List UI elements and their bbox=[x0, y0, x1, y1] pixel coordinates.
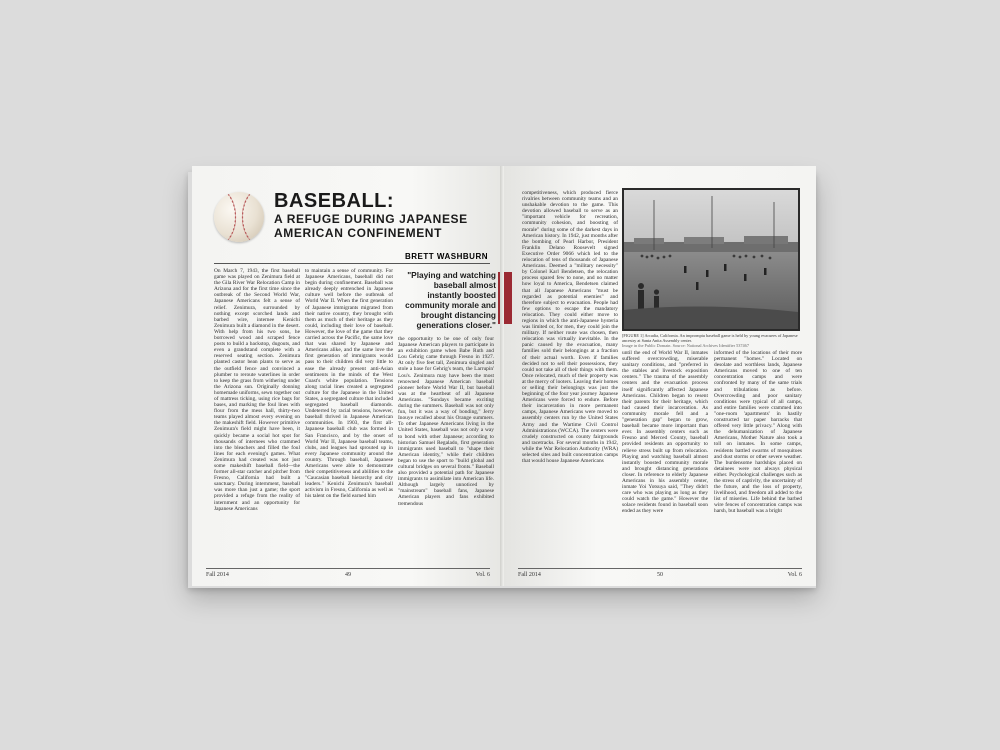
page-number: 50 bbox=[657, 572, 663, 578]
column-text: until the end of World War II, inmates suffered overcrowding, miserable sanitary conditions, and "preferred in the stables and livestock exposition centers." The trauma of the assembly centers and the evacuation process itself significantly affected Japanese Americans. Children began to resent their parents for their heritage, which had caused their incarceration. As community morale fell and a "generation gap" began to grow, baseball became more important than ever. In assembly centers such as Fresno and Merced County, baseball provided residents an opportunity to relieve stress built up from relocation. Playing and watching baseball almost instantly boosted community morale and brought distancing generations closer. In reference to elderly Japanese Americans in his assembly center, inmate Yoi Yotsuya said, "They didn't care who was playing as long as they could watch the game." However the solace residents found in baseball soon ended as they were bbox=[622, 350, 708, 515]
historical-photo bbox=[622, 188, 800, 331]
pull-quote: "Playing and watching baseball almost instantly boosted community morale and brought distancing generations closer." bbox=[405, 270, 496, 330]
article-title bbox=[274, 190, 499, 240]
right-page bbox=[504, 166, 816, 586]
title-main: BASEBALL: bbox=[274, 190, 395, 212]
right-page-column-3 bbox=[714, 350, 802, 560]
right-page-column-1 bbox=[522, 190, 618, 560]
left-page bbox=[192, 166, 504, 586]
footer-volume: Vol. 6 bbox=[475, 572, 490, 578]
title-sub-line-2: AMERICAN CONFINEMENT bbox=[274, 226, 442, 240]
caption-text: [FIGURE 1] Arcadia, California. An impromptu baseball game is held by young evacuees of Japanese ancestry at Santa Anita Assembly center. bbox=[622, 333, 798, 343]
author-byline: BRETT WASHBURN bbox=[405, 252, 488, 261]
photo-caption bbox=[622, 333, 802, 348]
column-text: informed of the locations of their more permanent "homes." Located on desolate and worthless lands, Japanese Americans moved to one of ten concentration camps and were confronted by many of the same trials and tribulations as before. Overcrowding and poor sanitary conditions were typical of all camps, and entire families were crammed into "one-room 'apartments' in hastily constructed tar paper barracks that offered very little privacy." Along with the dehumanization of Japanese Americans, Mother Nature also took a toll on inmates. In some camps, residents battled swarms of mosquitoes and dust storms or other severe weather. The burdensome hardships placed on detainees were not always physical either. Psychological challenges such as the stress of captivity, the uncertainty of the future, and the loss of property, livelihood, and freedom all added to the list of miseries. Life behind the barbed wire fences of concentration camps was harsh, but baseball was a bright bbox=[714, 350, 802, 515]
column-text: to maintain a sense of community. For Japanese Americans, baseball did not begin during confinement. Baseball was already deeply entrenched in Japanese culture well before the outbreak of World War II. When the first generation of Japanese immigrants migrated from their native country, they brought with them as much of their heritage as they could, including their love of baseball. However, the love of the game that they carried across the Pacific, the same love that was shared by Japanese and Americans alike, and the same love the first generation of immigrants would pass to their children did very little to ease the already present anti-Asian sentiments in the minds of the West Coast's white population. Tensions along racial lines created a segregated culture for the Japanese in the United States, a segregated culture that included segregated baseball diamonds. Undeterred by racial tensions, however, baseball thrived in Japanese American communities. In 1903, the first all-Japanese baseball club was formed in San Francisco, and by the onset of World War II, Japanese baseball teams, clubs, and leagues had sprouted up in every Japanese community around the country. Through baseball, Japanese Americans were able to demonstrate their competitiveness and abilities to the "Caucasian baseball hierarchy and city leaders." Kenichi Zenimura's baseball activism in Fresno, California as well as his talent on the field earned him bbox=[305, 268, 393, 500]
baseball-game-photo-icon bbox=[624, 190, 798, 329]
header-rule bbox=[214, 263, 490, 264]
baseball-icon bbox=[214, 192, 264, 242]
column-text: On March 7, 1943, the first baseball game was played on Zenimura field at the Gila River War Relocation Camp in Arizona and for the first time since the outbreak of the Second World War, Japanese Americans felt a sense of relief. Zenimura, surrounded by nothing except scorched lands and barbed wire, internee Kenichi Zenimura built a diamond in the desert. With help from his two sons, he borrowed wood and scraped fence posts to build a backstop, dugouts, and even a grandstand complete with a reserved seating section. Zenimura planted castor bean plants to serve as the outfield fence and convinced a plumber to reroute waterlines in order to keep the grass from withering under the Arizona sun. Originally donning homemade uniforms, sewn together out of mattress ticking, using rice bags for bases, and marking the foul lines with flour from the mess hall, thirty-two teams played almost every evening on the makeshift field. However primitive Zenimura's field might have been, it quickly became a social hot spot for thousands of internees who crammed into the bleachers and filled the foul lines for each evening's games. What Zenimura had created was not just some makeshift baseball field—the former all-star catcher and pitcher from Fresno, California had built a sanctuary. During internment, baseball was more than just a game; the sport provided a refuge from the reality of internment and an opportunity for Japanese Americans bbox=[214, 268, 300, 512]
left-page-column-3 bbox=[398, 336, 494, 560]
caption-credit: Image in the Public Domain. Source: National Archives Identifier 537467 bbox=[622, 343, 749, 348]
continuation-accent-tab bbox=[504, 272, 512, 324]
footer-issue: Fall 2014 bbox=[206, 572, 229, 578]
footer-volume: Vol. 6 bbox=[787, 572, 802, 578]
left-page-column-2 bbox=[305, 268, 393, 560]
column-text: the opportunity to be one of only four Japanese American players to participate in an exhibition game when Babe Ruth and Lou Gehrig came through Fresno in 1927. At only five feet tall, Zenimura singled and stole a base for Gehrig's team, the Larrupin' Lou's. Zenimura may have been the most renowned Japanese American baseball pioneer before World War II, but baseball was at the heartbeat of all Japanese Americans. "Sundays became exciting during the summers. Baseball was not only fun, but it was a way of bonding," Jerry Inouye recalled about his Orange summers. To other Japanese Americans living in the United States, baseball was not only a way to bond with other Japanese; according to historian Samuel Regalado, first generation immigrants used baseball to "shape their American identity," while their children began to use the sport to "build global and cultural bridges on several fronts." Baseball also provided a potential path for Japanese immigrants to assimilate into American life. Although largely unnoticed by "mainstream" baseball fans, Japanese American players and fans exhibited tremendous bbox=[398, 336, 494, 507]
footer-rule bbox=[206, 568, 490, 569]
right-page-column-2 bbox=[622, 350, 708, 560]
column-text: competitiveness, which produced fierce rivalries between community teams and an unshakable devotion to the game. This devotion allowed baseball to serve as an "important vehicle for recreation, community cohesion, and boosting of morale" during some of the darkest days in American history. In 1942, just months after the bombing of Pearl Harbor, President Franklin Delano Roosevelt signed Executive Order 9066 which led to the relocation of tens of thousands of Japanese Americans. Deemed a "military necessity" by Colonel Karl Bendetsen, the relocation process spared few to none, and no matter how loyal to America, Bendetsen claimed that all Japanese Americans "must be regarded as potential enemies" and therefore subject to evacuation. People had few options to escape the mandatory relocation. They could either move to regions in which the anti-Japanese hysteria was limited or, for men, they could join the military. If neither route was chosen, then relocation was virtually inevitable. In the panic caused by the evacuation, many families sold their belongings at a fraction of their actual worth. Even if families decided not to sell their possessions, they could not take all of their things with them. Once relocated, much of their property was at the mercy of looters. Leaving their homes or selling their belongings was just the beginning of the four year journey Japanese Americans were forced to endure. Before their incarceration in more permanent camps, Japanese Americans were moved to assembly centers run by the United States Army and the Wartime Civil Control Administrations (WCCA). The centers were crudely constructed on county fairgrounds and racetracks. For several months in 1942, while the War Relocation Authority (WRA) selected sites and built concentration camps that would house Japanese Americans bbox=[522, 190, 618, 465]
page-number: 49 bbox=[345, 572, 351, 578]
right-footer bbox=[518, 568, 802, 580]
footer-rule bbox=[518, 568, 802, 569]
footer-issue: Fall 2014 bbox=[518, 572, 541, 578]
left-page-column-1 bbox=[214, 268, 300, 560]
left-footer bbox=[206, 568, 490, 580]
title-sub-line-1: A REFUGE DURING JAPANESE bbox=[274, 212, 468, 226]
